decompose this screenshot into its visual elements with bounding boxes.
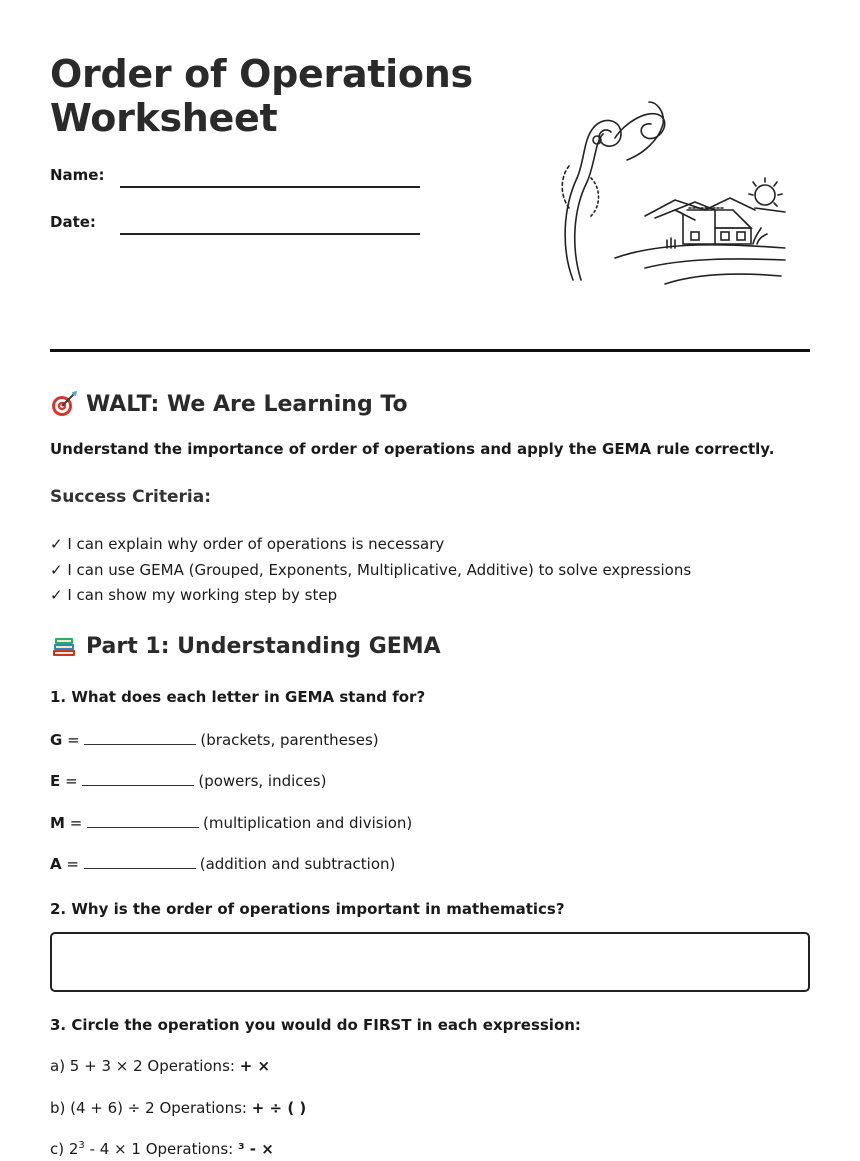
- operation-choices[interactable]: ³ - ×: [238, 1140, 274, 1158]
- gema-hint: (powers, indices): [198, 772, 327, 790]
- question-3: 3. Circle the operation you would do FIRST in each expression:: [50, 1016, 581, 1034]
- criteria-item: ✓ I can use GEMA (Grouped, Exponents, Multiplicative, Additive) to solve expressions: [50, 560, 692, 579]
- target-dart-icon: [50, 390, 78, 418]
- gema-hint: (brackets, parentheses): [200, 731, 379, 749]
- walt-statement: Understand the importance of order of operations and apply the GEMA rule correctly.: [50, 440, 775, 458]
- expression-prefix: c) 2: [50, 1140, 79, 1158]
- criteria-item: ✓ I can show my working step by step: [50, 586, 338, 604]
- koru-house-illustration: [555, 98, 790, 293]
- answer-blank[interactable]: [84, 730, 196, 745]
- page-title: [50, 52, 473, 140]
- walt-heading: [50, 390, 408, 418]
- expression-c: [50, 1140, 274, 1158]
- books-icon: [50, 632, 78, 660]
- success-criteria-heading: Success Criteria:: [50, 487, 212, 507]
- answer-blank[interactable]: [84, 854, 196, 869]
- name-label: Name:: [50, 166, 105, 184]
- date-label: Date:: [50, 213, 96, 231]
- name-field[interactable]: [120, 186, 420, 188]
- section-divider: [50, 349, 810, 352]
- gema-hint: (addition and subtraction): [199, 855, 396, 873]
- answer-box[interactable]: [50, 932, 810, 992]
- question-2: 2. Why is the order of operations important in mathematics?: [50, 900, 565, 918]
- operation-choices[interactable]: + ×: [239, 1057, 271, 1075]
- answer-blank[interactable]: [82, 771, 194, 786]
- title-line-2: Worksheet: [50, 96, 278, 140]
- gema-letter: A: [50, 855, 62, 873]
- gema-letter: G: [50, 731, 63, 749]
- success-criteria-list: [50, 532, 691, 609]
- answer-blank[interactable]: [87, 813, 199, 828]
- walt-heading-text: WALT: We Are Learning To: [86, 391, 408, 417]
- part1-heading: [50, 632, 441, 660]
- exponent: 3: [78, 1140, 85, 1151]
- expression-label: b) (4 + 6) ÷ 2 Operations:: [50, 1099, 247, 1117]
- gema-letter: M: [50, 814, 65, 832]
- expression-label: a) 5 + 3 × 2 Operations:: [50, 1057, 235, 1075]
- gema-letter: E: [50, 772, 61, 790]
- title-line-1: Order of Operations: [50, 52, 473, 96]
- gema-hint: (multiplication and division): [203, 814, 413, 832]
- gema-row-e: E = (powers, indices): [50, 772, 327, 790]
- gema-row-a: A = (addition and subtraction): [50, 855, 396, 873]
- gema-row-g: G = (brackets, parentheses): [50, 731, 379, 749]
- expression-suffix: - 4 × 1 Operations:: [84, 1140, 234, 1158]
- operation-choices[interactable]: + ÷ ( ): [251, 1099, 307, 1117]
- criteria-item: ✓ I can explain why order of operations is necessary: [50, 535, 445, 553]
- expression-b: [50, 1099, 306, 1117]
- gema-row-m: M = (multiplication and division): [50, 814, 413, 832]
- expression-a: [50, 1057, 270, 1075]
- part1-heading-text: Part 1: Understanding GEMA: [86, 633, 441, 659]
- date-field[interactable]: [120, 233, 420, 235]
- question-1: 1. What does each letter in GEMA stand for?: [50, 688, 426, 706]
